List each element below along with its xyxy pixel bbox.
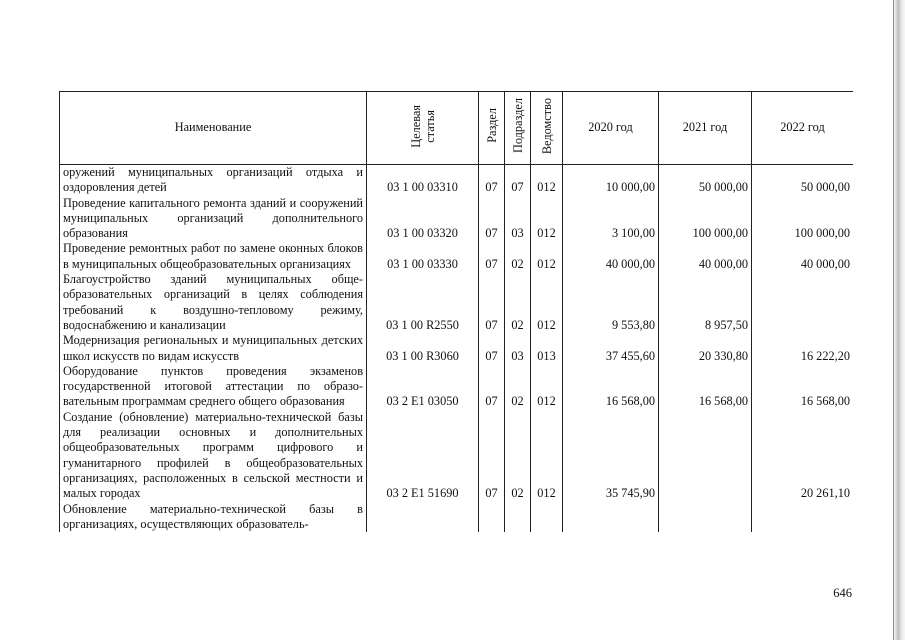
scan-edge-line — [893, 0, 894, 640]
table-row — [60, 333, 854, 364]
row-section: 07 — [479, 333, 505, 364]
row-target-article: 03 2 E1 51690 — [367, 410, 479, 502]
row-amount-2022: 50 000,00 — [752, 165, 854, 196]
row-amount-2022: 40 000,00 — [752, 241, 854, 272]
row-amount-2021: 8 957,50 — [659, 272, 752, 333]
row-amount-2020 — [563, 502, 659, 533]
row-amount-2020: 9 553,80 — [563, 272, 659, 333]
row-department: 012 — [531, 364, 563, 410]
table-row — [60, 502, 854, 533]
row-amount-2022: 16 568,00 — [752, 364, 854, 410]
row-target-article: 03 1 00 R3060 — [367, 333, 479, 364]
header-department: Ведомство — [531, 92, 563, 165]
row-department: 012 — [531, 196, 563, 242]
scan-page-edge — [893, 0, 905, 640]
row-target-article: 03 1 00 03330 — [367, 241, 479, 272]
row-section: 07 — [479, 410, 505, 502]
row-name: Благоустройство зданий муниципальных общеобразовательных организаций в целях соблюдения требований к воздушно-тепловому режиму, водоснабжению и канализации — [60, 272, 367, 333]
row-department: 012 — [531, 410, 563, 502]
row-amount-2021: 20 330,80 — [659, 333, 752, 364]
row-amount-2022: 20 261,10 — [752, 410, 854, 502]
row-amount-2022: 16 222,20 — [752, 333, 854, 364]
row-amount-2022: 100 000,00 — [752, 196, 854, 242]
row-name: Оборудование пунктов проведения экзаменов государственной итоговой аттестации по образовательным программам среднего общего образования — [60, 364, 367, 410]
header-target-article: Целевая статья — [367, 92, 479, 165]
row-target-article: 03 1 00 03320 — [367, 196, 479, 242]
row-subsection: 03 — [505, 196, 531, 242]
row-amount-2022 — [752, 502, 854, 533]
row-department: 012 — [531, 272, 563, 333]
row-section: 07 — [479, 241, 505, 272]
row-department: 012 — [531, 241, 563, 272]
row-name: Модернизация региональных и муниципальных детских школ искусств по видам искусств — [60, 333, 367, 364]
row-target-article — [367, 502, 479, 533]
table-row — [60, 410, 854, 502]
row-subsection: 02 — [505, 241, 531, 272]
row-name: Обновление материально-технической базы в организациях, осуществляющих образователь- — [60, 502, 367, 533]
table-row — [60, 272, 854, 333]
row-section: 07 — [479, 196, 505, 242]
row-department — [531, 502, 563, 533]
header-year-2020: 2020 год — [563, 92, 659, 165]
row-amount-2020: 40 000,00 — [563, 241, 659, 272]
header-subsection: Подраздел — [505, 92, 531, 165]
page-number: 646 — [833, 586, 852, 600]
table-frame — [59, 91, 853, 591]
row-amount-2021 — [659, 410, 752, 502]
row-section — [479, 502, 505, 533]
row-name: оружений муниципальных организаций отдыха и оздоровления детей — [60, 165, 367, 196]
row-target-article: 03 2 E1 03050 — [367, 364, 479, 410]
row-amount-2020: 37 455,60 — [563, 333, 659, 364]
row-amount-2021: 100 000,00 — [659, 196, 752, 242]
budget-table — [59, 91, 853, 532]
row-target-article: 03 1 00 R2550 — [367, 272, 479, 333]
row-section: 07 — [479, 364, 505, 410]
row-subsection: 02 — [505, 410, 531, 502]
row-amount-2022 — [752, 272, 854, 333]
row-department: 012 — [531, 165, 563, 196]
header-name: Наименование — [60, 92, 367, 165]
row-amount-2020: 35 745,90 — [563, 410, 659, 502]
row-amount-2020: 10 000,00 — [563, 165, 659, 196]
row-amount-2021: 16 568,00 — [659, 364, 752, 410]
header-year-2021: 2021 год — [659, 92, 752, 165]
row-target-article: 03 1 00 03310 — [367, 165, 479, 196]
row-subsection: 07 — [505, 165, 531, 196]
table-header-row — [60, 92, 854, 165]
row-subsection: 02 — [505, 272, 531, 333]
table-row — [60, 165, 854, 196]
row-subsection: 03 — [505, 333, 531, 364]
row-subsection — [505, 502, 531, 533]
row-section: 07 — [479, 165, 505, 196]
header-year-2022: 2022 год — [752, 92, 854, 165]
row-section: 07 — [479, 272, 505, 333]
row-amount-2020: 16 568,00 — [563, 364, 659, 410]
table-row — [60, 196, 854, 242]
row-department: 013 — [531, 333, 563, 364]
row-amount-2021: 40 000,00 — [659, 241, 752, 272]
table-row — [60, 241, 854, 272]
table-row — [60, 364, 854, 410]
row-amount-2021: 50 000,00 — [659, 165, 752, 196]
header-section: Раздел — [479, 92, 505, 165]
row-subsection: 02 — [505, 364, 531, 410]
row-name: Проведение капитального ремонта зданий и сооружений муниципальных организаций дополнительного образования — [60, 196, 367, 242]
row-name: Создание (обновление) материально-технической базы для реализации основных и дополнительных общеобразовательных программ цифрового и гуманитарного профилей в общеобразовательных организациях, расположенных в сельской местности и малых городах — [60, 410, 367, 502]
row-amount-2020: 3 100,00 — [563, 196, 659, 242]
row-name: Проведение ремонтных работ по замене оконных блоков в муниципальных общеобразовательных организациях — [60, 241, 367, 272]
row-amount-2021 — [659, 502, 752, 533]
